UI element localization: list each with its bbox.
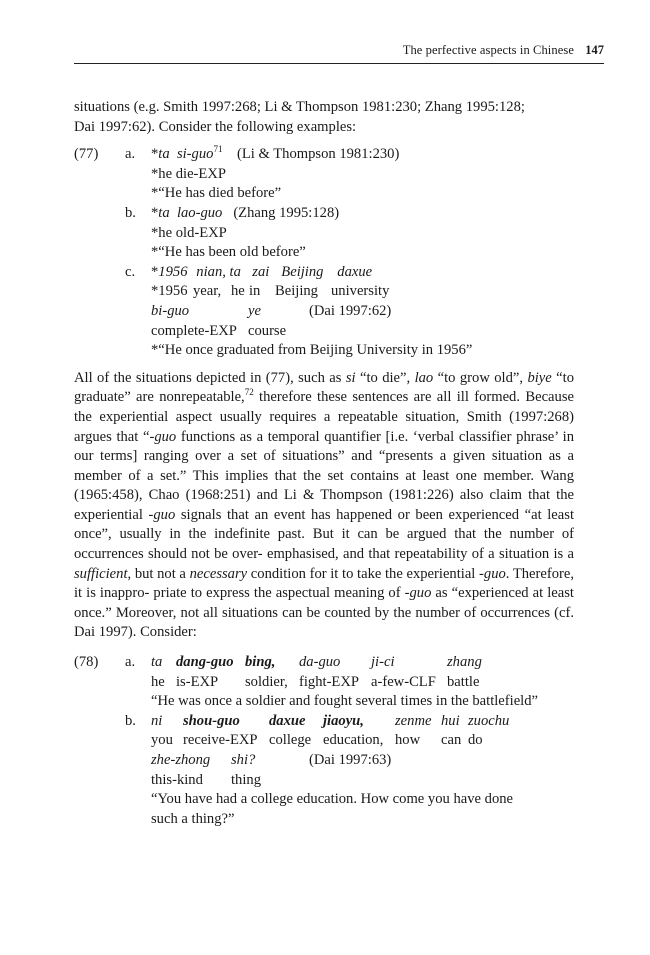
running-header [74, 43, 604, 64]
word: nian, ta [196, 263, 241, 280]
word: shi? [231, 752, 256, 768]
gloss: course [248, 322, 287, 339]
word: zenme [395, 712, 432, 729]
gloss: how [395, 732, 421, 749]
source-line: *ta lao-guo (Zhang 1995:128) [151, 204, 340, 221]
citation: (Dai 1997:63) [309, 752, 392, 768]
text-line: situations (e.g. Smith 1997:268; Li & Thompson 1981:230; Zhang 1995:128; [74, 99, 525, 115]
source-line [151, 653, 574, 673]
word: si-guo [176, 146, 214, 163]
gloss-line [151, 673, 574, 693]
gloss: college [269, 732, 312, 749]
example-77 [74, 145, 574, 361]
word: ta [158, 146, 170, 163]
source-line [151, 751, 574, 771]
gloss: Beijing [275, 283, 318, 300]
footnote-ref: 71 [213, 144, 223, 155]
word: dang-guo [176, 654, 234, 671]
gloss: year, [193, 283, 222, 300]
page-number: 147 [585, 43, 604, 57]
translation-line: *“He has been old before” [151, 244, 306, 261]
example-77a [74, 145, 574, 204]
gloss-line: *he die-EXP [151, 165, 226, 182]
gloss: is-EXP [176, 673, 219, 690]
word: zhe-zhong [151, 752, 211, 768]
gloss: battle [447, 673, 480, 690]
word: 1956 [158, 263, 188, 280]
sub-letter: c. [125, 263, 136, 280]
gloss: soldier, [245, 673, 288, 690]
example-77b [74, 204, 574, 263]
gloss-line [151, 322, 574, 342]
example-number: (77) [74, 146, 99, 163]
sub-letter: a. [125, 654, 136, 671]
example-77c [74, 263, 574, 361]
sub-letter: b. [125, 712, 136, 729]
word: shou-guo [183, 712, 240, 729]
gloss: receive-EXP [183, 732, 258, 749]
page-body [74, 98, 574, 829]
paragraph-main: All of the situations depicted in (77), such as si “to die”, lao “to grow old”, biye “to graduate” are nonrepeatable,$^{72}$ therefore these sentences are all ill formed. Because the experiential aspect usually requires a repeatable situation, Smith (1997:268) argues that “-guo functions as a temporal quantifier [i.e. ‘verbal classifier phrase’ in our terms] ranging over a set of situations” and “presents a given situation as a member of a set.” This implies that the set contains at least one member. Wang (1965:458), Chao (1968:251) and Li & Thompson (1981:226) also claim that the experiential -guo signals that an event has happened or been experienced “at least once”, usually in the indefinite past. But it can be argued that the number of occurrences should not be over- emphasised, and that repeatability of a situation is a sufficient, but not a necessary condition for it to take the experiential -guo. Therefore, it is inappro- priate to express the aspectual meaning of -guo as “experienced at least once.” Moreover, not all situations can be counted by the number of occurrences (cf. Dai 1997). Consider: [74, 369, 575, 641]
footnote-ref: 72 [244, 387, 254, 398]
example-number: (78) [74, 654, 99, 671]
gloss: *1956 [151, 283, 188, 300]
source-line: *1956 nian, ta zai Beijing daxue [151, 263, 574, 283]
translation-line: “He was once a soldier and fought several times in the battlefield” [151, 693, 538, 710]
source-line [151, 302, 574, 322]
word: jiaoyu, [323, 712, 364, 729]
gloss: in [249, 283, 261, 300]
word: da-guo [299, 654, 341, 671]
text-line: Dai 1997:62). Consider the following examples: [74, 118, 357, 135]
gloss-line [151, 731, 574, 751]
gloss: this-kind [151, 771, 203, 788]
gloss: a-few-CLF [371, 673, 436, 690]
citation: (Zhang 1995:128) [233, 204, 340, 221]
word: zai [252, 263, 270, 280]
gloss: university [331, 283, 390, 300]
translation-line: “You have had a college education. How come you have done [151, 791, 514, 808]
translation-line: *“He once graduated from Beijing University in 1956” [151, 342, 473, 359]
word: zuochu [468, 712, 510, 729]
paragraph-continuation [74, 98, 574, 137]
word: ye [248, 302, 261, 319]
word: hui [441, 712, 460, 729]
word: ta [158, 204, 170, 221]
example-78 [74, 653, 574, 829]
gloss: you [151, 732, 173, 749]
citation: (Li & Thompson 1981:230) [237, 146, 400, 163]
gloss-line [151, 282, 574, 302]
word: ji-ci [371, 654, 395, 671]
translation-line: *“He has died before” [151, 185, 282, 202]
source-line [151, 712, 574, 732]
gloss: thing [231, 771, 261, 788]
example-78b [74, 712, 574, 830]
word: ta [151, 654, 163, 671]
word: zhang [447, 654, 482, 671]
example-78a [74, 653, 574, 712]
word: Beijing [281, 263, 324, 280]
source-line: *ta si-guo$^{71}$ (Li & Thompson 1981:230) [151, 144, 400, 163]
gloss: he [151, 673, 165, 690]
gloss: complete-EXP [151, 322, 237, 339]
gloss: education, [323, 732, 384, 749]
gloss: he [231, 283, 245, 300]
word: bi-guo [151, 302, 190, 319]
gloss: do [468, 732, 483, 749]
gloss: fight-EXP [299, 673, 359, 690]
running-title: The perfective aspects in Chinese [402, 43, 574, 57]
translation-line: such a thing?” [151, 810, 235, 827]
word: ni [151, 712, 163, 729]
sub-letter: a. [125, 146, 136, 163]
gloss-line [151, 771, 574, 791]
word: daxue [337, 263, 373, 280]
sub-letter: b. [125, 204, 136, 221]
citation: (Dai 1997:62) [309, 302, 392, 319]
gloss-line: *he old-EXP [151, 224, 227, 241]
word: daxue [269, 712, 306, 729]
gloss: can [441, 732, 462, 749]
word: bing, [245, 654, 276, 671]
word: lao-guo [176, 204, 223, 221]
